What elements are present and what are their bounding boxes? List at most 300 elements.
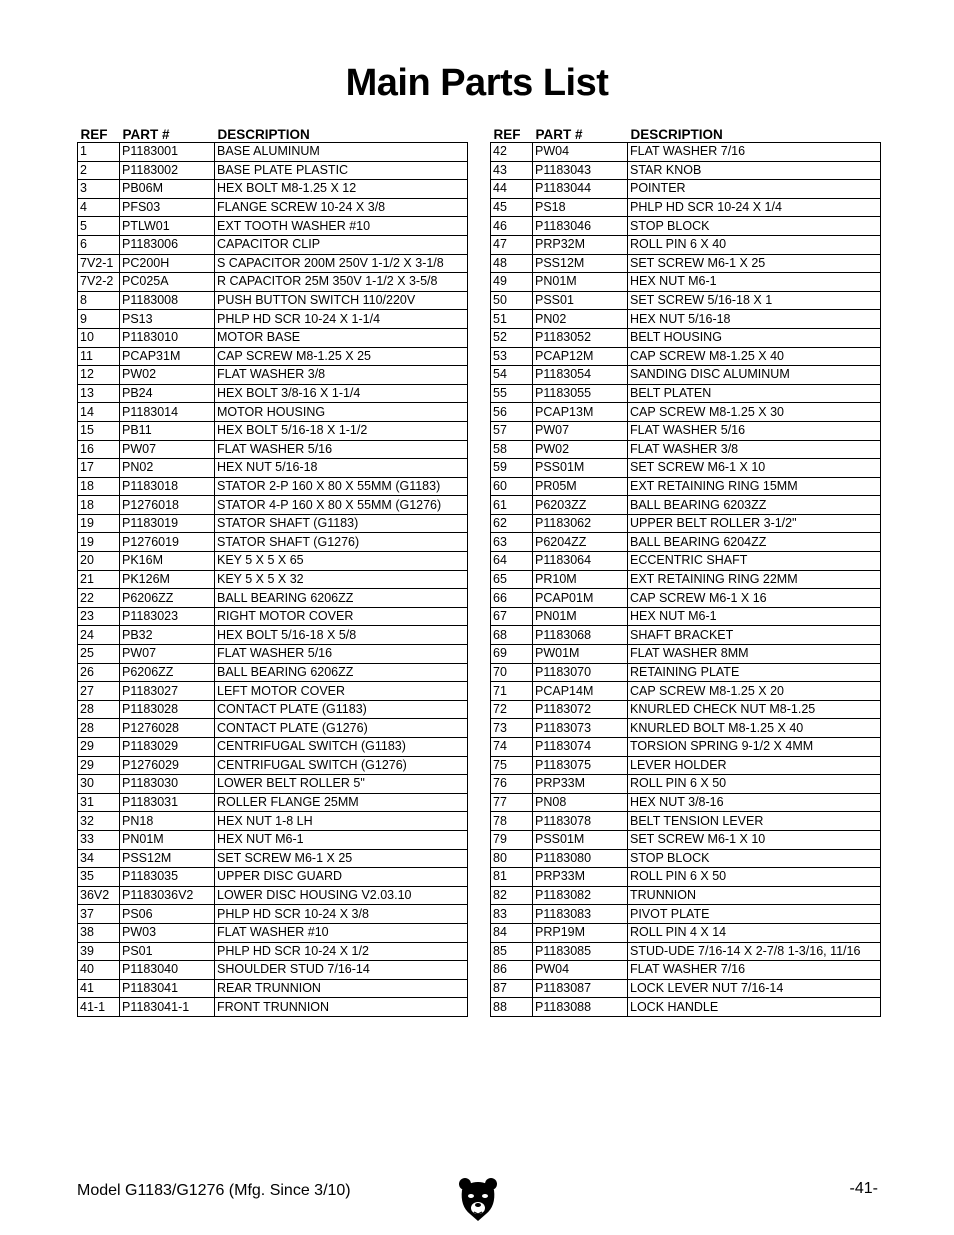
table-row bbox=[491, 645, 881, 664]
ref-cell: 76 bbox=[491, 775, 533, 794]
ref-cell: 20 bbox=[78, 552, 120, 571]
table-row bbox=[491, 384, 881, 403]
ref-cell: 80 bbox=[491, 849, 533, 868]
ref-cell: 33 bbox=[78, 830, 120, 849]
part-number-cell: P1183073 bbox=[533, 719, 628, 738]
part-number-cell: PRP33M bbox=[533, 775, 628, 794]
table-row bbox=[78, 328, 468, 347]
description-cell: SET SCREW M6-1 X 25 bbox=[215, 849, 468, 868]
page-number: -41- bbox=[849, 1180, 878, 1197]
ref-cell: 46 bbox=[491, 217, 533, 236]
description-cell: SHAFT BRACKET bbox=[628, 626, 881, 645]
table-row bbox=[78, 514, 468, 533]
description-cell: POINTER bbox=[628, 180, 881, 199]
ref-cell: 44 bbox=[491, 180, 533, 199]
ref-cell: 29 bbox=[78, 738, 120, 757]
description-cell: STOP BLOCK bbox=[628, 217, 881, 236]
table-row bbox=[78, 923, 468, 942]
ref-cell: 60 bbox=[491, 477, 533, 496]
ref-cell: 73 bbox=[491, 719, 533, 738]
ref-cell: 78 bbox=[491, 812, 533, 831]
description-cell: HEX BOLT M8-1.25 X 12 bbox=[215, 180, 468, 199]
ref-cell: 15 bbox=[78, 421, 120, 440]
table-row bbox=[78, 421, 468, 440]
description-cell: STATOR SHAFT (G1276) bbox=[215, 533, 468, 552]
description-cell: CENTRIFUGAL SWITCH (G1276) bbox=[215, 756, 468, 775]
part-number-cell: PW02 bbox=[120, 366, 215, 385]
description-cell: FLAT WASHER 7/16 bbox=[628, 143, 881, 162]
part-number-cell: PW07 bbox=[533, 421, 628, 440]
description-cell: KEY 5 X 5 X 32 bbox=[215, 570, 468, 589]
table-row bbox=[78, 998, 468, 1017]
ref-cell: 39 bbox=[78, 942, 120, 961]
ref-cell: 67 bbox=[491, 607, 533, 626]
table-row bbox=[78, 384, 468, 403]
ref-cell: 37 bbox=[78, 905, 120, 924]
part-number-cell: PS06 bbox=[120, 905, 215, 924]
description-cell: CONTACT PLATE (G1276) bbox=[215, 719, 468, 738]
ref-cell: 55 bbox=[491, 384, 533, 403]
description-cell: REAR TRUNNION bbox=[215, 979, 468, 998]
part-number-cell: PS18 bbox=[533, 198, 628, 217]
part-number-cell: P1183074 bbox=[533, 738, 628, 757]
description-cell: FRONT TRUNNION bbox=[215, 998, 468, 1017]
description-cell: BELT TENSION LEVER bbox=[628, 812, 881, 831]
part-number-cell: P1183002 bbox=[120, 161, 215, 180]
ref-cell: 35 bbox=[78, 868, 120, 887]
table-row bbox=[491, 235, 881, 254]
description-cell: FLAT WASHER 3/8 bbox=[628, 440, 881, 459]
description-cell: ROLL PIN 6 X 50 bbox=[628, 868, 881, 887]
ref-cell: 56 bbox=[491, 403, 533, 422]
part-number-cell: P6203ZZ bbox=[533, 496, 628, 515]
part-number-cell: P1183078 bbox=[533, 812, 628, 831]
table-row bbox=[78, 979, 468, 998]
table-row bbox=[78, 570, 468, 589]
table-row bbox=[78, 942, 468, 961]
ref-cell: 16 bbox=[78, 440, 120, 459]
ref-cell: 62 bbox=[491, 514, 533, 533]
description-cell: CAP SCREW M6-1 X 16 bbox=[628, 589, 881, 608]
part-number-cell: PW07 bbox=[120, 645, 215, 664]
table-row bbox=[491, 682, 881, 701]
ref-cell: 29 bbox=[78, 756, 120, 775]
table-row bbox=[491, 310, 881, 329]
description-cell: FLANGE SCREW 10-24 X 3/8 bbox=[215, 198, 468, 217]
table-row bbox=[491, 868, 881, 887]
description-cell: HEX BOLT 3/8-16 X 1-1/4 bbox=[215, 384, 468, 403]
parts-table-left-body bbox=[78, 143, 468, 1017]
part-number-cell: P1183041-1 bbox=[120, 998, 215, 1017]
description-cell: RETAINING PLATE bbox=[628, 663, 881, 682]
table-row bbox=[78, 552, 468, 571]
ref-cell: 26 bbox=[78, 663, 120, 682]
table-row bbox=[78, 273, 468, 292]
part-number-cell: PSS12M bbox=[120, 849, 215, 868]
description-cell: PHLP HD SCR 10-24 X 1/4 bbox=[628, 198, 881, 217]
description-cell: BALL BEARING 6206ZZ bbox=[215, 663, 468, 682]
ref-cell: 84 bbox=[491, 923, 533, 942]
description-cell: MOTOR HOUSING bbox=[215, 403, 468, 422]
ref-cell: 41-1 bbox=[78, 998, 120, 1017]
part-number-cell: PTLW01 bbox=[120, 217, 215, 236]
parts-table-left bbox=[77, 122, 468, 1017]
ref-cell: 45 bbox=[491, 198, 533, 217]
part-number-cell: PW03 bbox=[120, 923, 215, 942]
table-row bbox=[491, 756, 881, 775]
table-row bbox=[491, 849, 881, 868]
part-number-cell: P1183006 bbox=[120, 235, 215, 254]
table-row bbox=[78, 775, 468, 794]
description-cell: LEVER HOLDER bbox=[628, 756, 881, 775]
ref-cell: 18 bbox=[78, 496, 120, 515]
table-row bbox=[491, 477, 881, 496]
ref-cell: 85 bbox=[491, 942, 533, 961]
ref-cell: 13 bbox=[78, 384, 120, 403]
part-number-cell: P1183019 bbox=[120, 514, 215, 533]
table-row bbox=[491, 403, 881, 422]
parts-table-right-container bbox=[490, 122, 880, 1017]
table-row bbox=[491, 366, 881, 385]
part-number-cell: P1183041 bbox=[120, 979, 215, 998]
part-number-cell: P1183054 bbox=[533, 366, 628, 385]
table-row bbox=[78, 589, 468, 608]
table-row bbox=[491, 979, 881, 998]
table-row bbox=[491, 663, 881, 682]
table-row bbox=[491, 923, 881, 942]
header-description: DESCRIPTION bbox=[630, 127, 723, 142]
ref-cell: 88 bbox=[491, 998, 533, 1017]
part-number-cell: PK16M bbox=[120, 552, 215, 571]
part-number-cell: PCAP13M bbox=[533, 403, 628, 422]
description-cell: LEFT MOTOR COVER bbox=[215, 682, 468, 701]
table-row bbox=[78, 291, 468, 310]
table-row bbox=[491, 626, 881, 645]
part-number-cell: PW04 bbox=[533, 143, 628, 162]
description-cell: HEX NUT M6-1 bbox=[628, 607, 881, 626]
description-cell: HEX BOLT 5/16-18 X 1-1/2 bbox=[215, 421, 468, 440]
table-row bbox=[491, 589, 881, 608]
ref-cell: 18 bbox=[78, 477, 120, 496]
table-row bbox=[78, 403, 468, 422]
part-number-cell: PSS01 bbox=[533, 291, 628, 310]
description-cell: LOCK LEVER NUT 7/16-14 bbox=[628, 979, 881, 998]
ref-cell: 12 bbox=[78, 366, 120, 385]
ref-cell: 58 bbox=[491, 440, 533, 459]
table-row bbox=[491, 607, 881, 626]
part-number-cell: P1183036V2 bbox=[120, 886, 215, 905]
part-number-cell: P1183068 bbox=[533, 626, 628, 645]
ref-cell: 36V2 bbox=[78, 886, 120, 905]
part-number-cell: P6206ZZ bbox=[120, 589, 215, 608]
header-ref: REF bbox=[80, 127, 108, 142]
ref-cell: 21 bbox=[78, 570, 120, 589]
description-cell: R CAPACITOR 25M 350V 1-1/2 X 3-5/8 bbox=[215, 273, 468, 292]
ref-cell: 53 bbox=[491, 347, 533, 366]
description-cell: BASE PLATE PLASTIC bbox=[215, 161, 468, 180]
ref-cell: 25 bbox=[78, 645, 120, 664]
description-cell: BALL BEARING 6203ZZ bbox=[628, 496, 881, 515]
part-number-cell: PFS03 bbox=[120, 198, 215, 217]
part-number-cell: PSS01M bbox=[533, 459, 628, 478]
ref-cell: 34 bbox=[78, 849, 120, 868]
ref-cell: 19 bbox=[78, 514, 120, 533]
table-row bbox=[78, 793, 468, 812]
description-cell: MOTOR BASE bbox=[215, 328, 468, 347]
part-number-cell: P1183075 bbox=[533, 756, 628, 775]
ref-cell: 9 bbox=[78, 310, 120, 329]
table-row bbox=[78, 886, 468, 905]
ref-cell: 79 bbox=[491, 830, 533, 849]
part-number-cell: P1183029 bbox=[120, 738, 215, 757]
table-row bbox=[78, 161, 468, 180]
ref-cell: 22 bbox=[78, 589, 120, 608]
description-cell: PHLP HD SCR 10-24 X 1/2 bbox=[215, 942, 468, 961]
part-number-cell: P1183080 bbox=[533, 849, 628, 868]
table-row bbox=[491, 421, 881, 440]
ref-cell: 11 bbox=[78, 347, 120, 366]
description-cell: SET SCREW M6-1 X 25 bbox=[628, 254, 881, 273]
table-row bbox=[491, 793, 881, 812]
ref-cell: 6 bbox=[78, 235, 120, 254]
part-number-cell: PB11 bbox=[120, 421, 215, 440]
table-row bbox=[491, 738, 881, 757]
table-row bbox=[78, 663, 468, 682]
ref-cell: 57 bbox=[491, 421, 533, 440]
ref-cell: 86 bbox=[491, 961, 533, 980]
part-number-cell: P1183040 bbox=[120, 961, 215, 980]
part-number-cell: P1183014 bbox=[120, 403, 215, 422]
description-cell: UPPER DISC GUARD bbox=[215, 868, 468, 887]
part-number-cell: P1276019 bbox=[120, 533, 215, 552]
description-cell: KNURLED CHECK NUT M8-1.25 bbox=[628, 700, 881, 719]
table-row bbox=[78, 198, 468, 217]
table-row bbox=[78, 682, 468, 701]
table-row bbox=[78, 849, 468, 868]
description-cell: HEX NUT 3/8-16 bbox=[628, 793, 881, 812]
ref-cell: 47 bbox=[491, 235, 533, 254]
table-row bbox=[491, 700, 881, 719]
part-number-cell: P1183052 bbox=[533, 328, 628, 347]
part-number-cell: PSS01M bbox=[533, 830, 628, 849]
ref-cell: 27 bbox=[78, 682, 120, 701]
table-row bbox=[491, 998, 881, 1017]
part-number-cell: PR05M bbox=[533, 477, 628, 496]
table-row bbox=[491, 905, 881, 924]
table-row bbox=[491, 570, 881, 589]
table-row bbox=[491, 254, 881, 273]
part-number-cell: PN01M bbox=[533, 273, 628, 292]
table-header-row bbox=[78, 122, 468, 143]
description-cell: PIVOT PLATE bbox=[628, 905, 881, 924]
ref-cell: 31 bbox=[78, 793, 120, 812]
part-number-cell: PCAP14M bbox=[533, 682, 628, 701]
part-number-cell: P1183082 bbox=[533, 886, 628, 905]
part-number-cell: PN18 bbox=[120, 812, 215, 831]
ref-cell: 7V2-2 bbox=[78, 273, 120, 292]
part-number-cell: P1183001 bbox=[120, 143, 215, 162]
ref-cell: 87 bbox=[491, 979, 533, 998]
description-cell: FLAT WASHER 7/16 bbox=[628, 961, 881, 980]
table-row bbox=[491, 217, 881, 236]
ref-cell: 72 bbox=[491, 700, 533, 719]
ref-cell: 24 bbox=[78, 626, 120, 645]
ref-cell: 83 bbox=[491, 905, 533, 924]
header-part-number: PART # bbox=[122, 127, 170, 142]
table-row bbox=[78, 366, 468, 385]
ref-cell: 38 bbox=[78, 923, 120, 942]
part-number-cell: P1183023 bbox=[120, 607, 215, 626]
description-cell: TRUNNION bbox=[628, 886, 881, 905]
table-row bbox=[491, 719, 881, 738]
ref-cell: 1 bbox=[78, 143, 120, 162]
ref-cell: 30 bbox=[78, 775, 120, 794]
description-cell: STAR KNOB bbox=[628, 161, 881, 180]
table-row bbox=[78, 830, 468, 849]
description-cell: PUSH BUTTON SWITCH 110/220V bbox=[215, 291, 468, 310]
ref-cell: 64 bbox=[491, 552, 533, 571]
part-number-cell: P1183083 bbox=[533, 905, 628, 924]
ref-cell: 32 bbox=[78, 812, 120, 831]
ref-cell: 77 bbox=[491, 793, 533, 812]
table-row bbox=[491, 942, 881, 961]
ref-cell: 65 bbox=[491, 570, 533, 589]
table-row bbox=[78, 645, 468, 664]
part-number-cell: P1183035 bbox=[120, 868, 215, 887]
part-number-cell: P1183070 bbox=[533, 663, 628, 682]
ref-cell: 54 bbox=[491, 366, 533, 385]
part-number-cell: P1183030 bbox=[120, 775, 215, 794]
table-row bbox=[491, 514, 881, 533]
table-row bbox=[78, 310, 468, 329]
ref-cell: 23 bbox=[78, 607, 120, 626]
part-number-cell: PRP32M bbox=[533, 235, 628, 254]
description-cell: ROLL PIN 6 X 40 bbox=[628, 235, 881, 254]
table-row bbox=[78, 477, 468, 496]
description-cell: FLAT WASHER 5/16 bbox=[628, 421, 881, 440]
table-row bbox=[78, 719, 468, 738]
description-cell: HEX NUT 5/16-18 bbox=[628, 310, 881, 329]
ref-cell: 82 bbox=[491, 886, 533, 905]
table-row bbox=[78, 180, 468, 199]
table-row bbox=[491, 830, 881, 849]
part-number-cell: P1183044 bbox=[533, 180, 628, 199]
ref-cell: 2 bbox=[78, 161, 120, 180]
description-cell: LOCK HANDLE bbox=[628, 998, 881, 1017]
table-row bbox=[491, 143, 881, 162]
description-cell: SET SCREW 5/16-18 X 1 bbox=[628, 291, 881, 310]
part-number-cell: P1183062 bbox=[533, 514, 628, 533]
description-cell: STATOR 4-P 160 X 80 X 55MM (G1276) bbox=[215, 496, 468, 515]
table-row bbox=[78, 254, 468, 273]
part-number-cell: P1183055 bbox=[533, 384, 628, 403]
description-cell: EXT TOOTH WASHER #10 bbox=[215, 217, 468, 236]
description-cell: PHLP HD SCR 10-24 X 1-1/4 bbox=[215, 310, 468, 329]
part-number-cell: P1183085 bbox=[533, 942, 628, 961]
description-cell: HEX BOLT 5/16-18 X 5/8 bbox=[215, 626, 468, 645]
table-row bbox=[491, 496, 881, 515]
table-row bbox=[491, 459, 881, 478]
part-number-cell: PCAP31M bbox=[120, 347, 215, 366]
table-row bbox=[78, 143, 468, 162]
table-row bbox=[78, 756, 468, 775]
footer-model: Model G1183/G1276 (Mfg. Since 3/10) bbox=[77, 1182, 351, 1199]
part-number-cell: P1183028 bbox=[120, 700, 215, 719]
part-number-cell: PW07 bbox=[120, 440, 215, 459]
ref-cell: 49 bbox=[491, 273, 533, 292]
ref-cell: 70 bbox=[491, 663, 533, 682]
header-part-number: PART # bbox=[535, 127, 583, 142]
part-number-cell: PC025A bbox=[120, 273, 215, 292]
description-cell: LOWER BELT ROLLER 5" bbox=[215, 775, 468, 794]
ref-cell: 19 bbox=[78, 533, 120, 552]
ref-cell: 66 bbox=[491, 589, 533, 608]
description-cell: ROLLER FLANGE 25MM bbox=[215, 793, 468, 812]
description-cell: FLAT WASHER 8MM bbox=[628, 645, 881, 664]
ref-cell: 10 bbox=[78, 328, 120, 347]
part-number-cell: PC200H bbox=[120, 254, 215, 273]
table-row bbox=[78, 217, 468, 236]
part-number-cell: PB24 bbox=[120, 384, 215, 403]
description-cell: KEY 5 X 5 X 65 bbox=[215, 552, 468, 571]
ref-cell: 52 bbox=[491, 328, 533, 347]
table-row bbox=[78, 812, 468, 831]
description-cell: SHOULDER STUD 7/16-14 bbox=[215, 961, 468, 980]
part-number-cell: PB32 bbox=[120, 626, 215, 645]
description-cell: CAP SCREW M8-1.25 X 25 bbox=[215, 347, 468, 366]
table-row bbox=[78, 459, 468, 478]
parts-table-left-container bbox=[77, 122, 467, 1017]
table-row bbox=[491, 198, 881, 217]
ref-cell: 50 bbox=[491, 291, 533, 310]
description-cell: FLAT WASHER #10 bbox=[215, 923, 468, 942]
description-cell: HEX NUT 1-8 LH bbox=[215, 812, 468, 831]
table-row bbox=[78, 961, 468, 980]
description-cell: CAP SCREW M8-1.25 X 30 bbox=[628, 403, 881, 422]
part-number-cell: PSS12M bbox=[533, 254, 628, 273]
description-cell: HEX NUT M6-1 bbox=[628, 273, 881, 292]
ref-cell: 8 bbox=[78, 291, 120, 310]
bear-head-logo-icon bbox=[458, 1176, 498, 1222]
table-row bbox=[491, 886, 881, 905]
part-number-cell: PN01M bbox=[533, 607, 628, 626]
description-cell: BELT HOUSING bbox=[628, 328, 881, 347]
description-cell: RIGHT MOTOR COVER bbox=[215, 607, 468, 626]
description-cell: CAPACITOR CLIP bbox=[215, 235, 468, 254]
ref-cell: 17 bbox=[78, 459, 120, 478]
part-number-cell: P6204ZZ bbox=[533, 533, 628, 552]
part-number-cell: PK126M bbox=[120, 570, 215, 589]
parts-table-right bbox=[490, 122, 881, 1017]
description-cell: BALL BEARING 6204ZZ bbox=[628, 533, 881, 552]
ref-cell: 68 bbox=[491, 626, 533, 645]
description-cell: STATOR 2-P 160 X 80 X 55MM (G1183) bbox=[215, 477, 468, 496]
ref-cell: 40 bbox=[78, 961, 120, 980]
table-row bbox=[78, 626, 468, 645]
description-cell: FLAT WASHER 5/16 bbox=[215, 645, 468, 664]
ref-cell: 28 bbox=[78, 700, 120, 719]
ref-cell: 63 bbox=[491, 533, 533, 552]
part-number-cell: P1183072 bbox=[533, 700, 628, 719]
description-cell: PHLP HD SCR 10-24 X 3/8 bbox=[215, 905, 468, 924]
table-row bbox=[491, 552, 881, 571]
table-row bbox=[78, 905, 468, 924]
part-number-cell: PN01M bbox=[120, 830, 215, 849]
description-cell: TORSION SPRING 9-1/2 X 4MM bbox=[628, 738, 881, 757]
part-number-cell: PW04 bbox=[533, 961, 628, 980]
description-cell: SET SCREW M6-1 X 10 bbox=[628, 830, 881, 849]
table-row bbox=[491, 533, 881, 552]
